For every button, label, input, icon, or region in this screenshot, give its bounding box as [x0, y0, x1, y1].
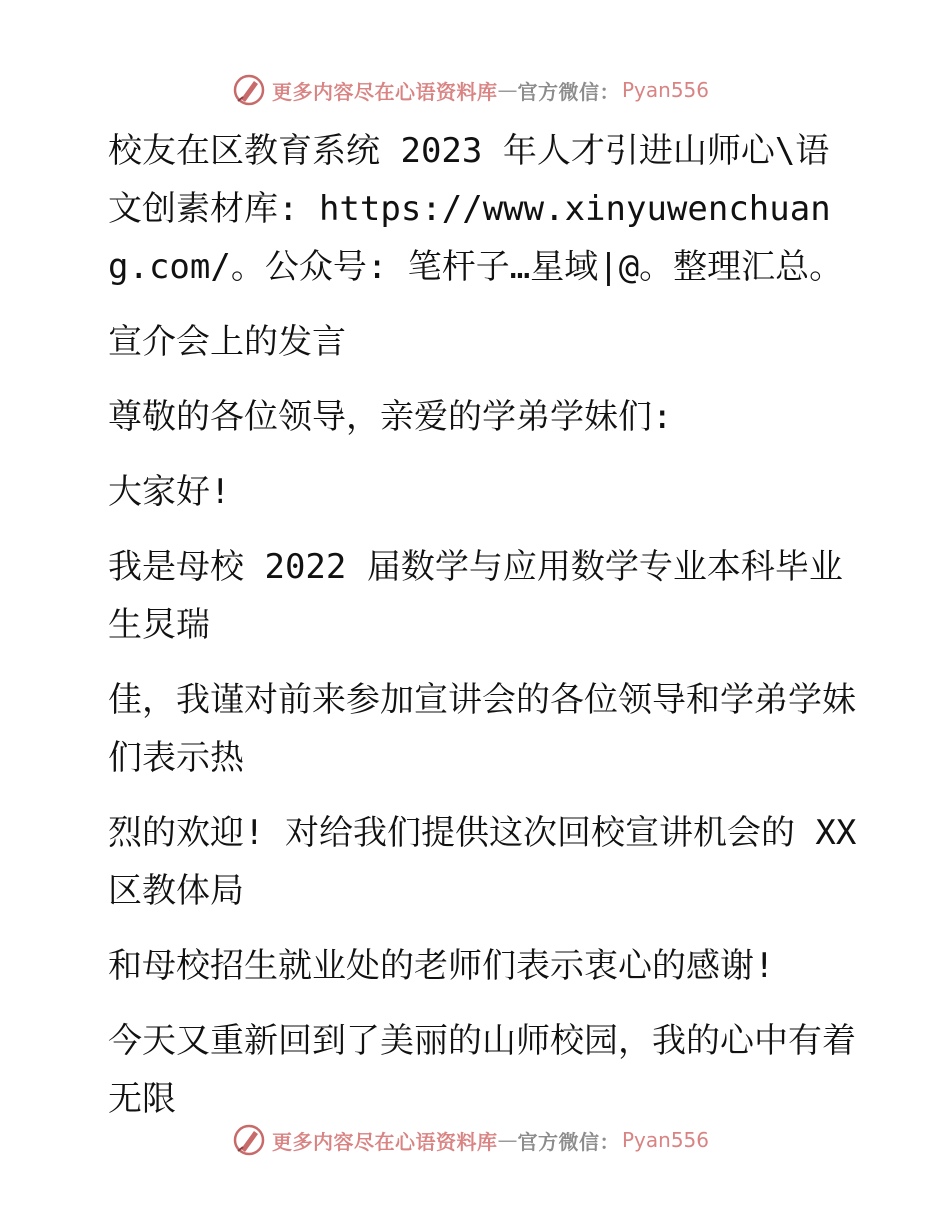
- paragraph-body: 和母校招生就业处的老师们表示衷心的感谢!: [108, 946, 775, 986]
- paragraph-greeting: 大家好!: [108, 472, 231, 512]
- banner-library-text: 更多内容尽在心语资料库: [272, 79, 498, 104]
- paragraph-body: 我是母校 2022 届数学与应用数学专业本科毕业生炅瑞: [108, 547, 843, 645]
- paragraph-body: 烈的欢迎! 对给我们提供这次回校宣讲机会的 XX 区教体局: [108, 813, 857, 911]
- paragraph-salutation: 尊敬的各位领导，亲爱的学弟学妹们:: [108, 397, 673, 437]
- pen-quill-logo-icon: [232, 1123, 266, 1157]
- banner-wechat-id: Pyan556: [622, 1128, 710, 1152]
- paragraph-title: 宣介会上的发言: [108, 322, 346, 362]
- paragraph-body: 今天又重新回到了美丽的山师校园，我的心中有着无限: [108, 1021, 856, 1119]
- banner-wechat-id: Pyan556: [622, 78, 710, 102]
- paragraph-body: 佳，我谨对前来参加宣讲会的各位领导和学弟学妹们表示热: [108, 680, 856, 778]
- document-body: [98, 122, 858, 1145]
- banner-official-label: 官方微信：: [517, 1129, 620, 1154]
- footer-banner: [232, 1120, 709, 1160]
- pen-quill-logo-icon: [232, 73, 266, 107]
- header-banner: [232, 70, 709, 110]
- banner-dash: —: [497, 1128, 518, 1152]
- banner-dash: —: [497, 78, 518, 102]
- banner-library-text: 更多内容尽在心语资料库: [272, 1129, 498, 1154]
- banner-official-label: 官方微信：: [517, 79, 620, 104]
- paragraph-intro: 校友在区教育系统 2023 年人才引进山师心\语文创素材库: https://www.xinyuwenchuang.com/。公众号: 笔杆子…星域|@。整理汇总。: [108, 131, 844, 287]
